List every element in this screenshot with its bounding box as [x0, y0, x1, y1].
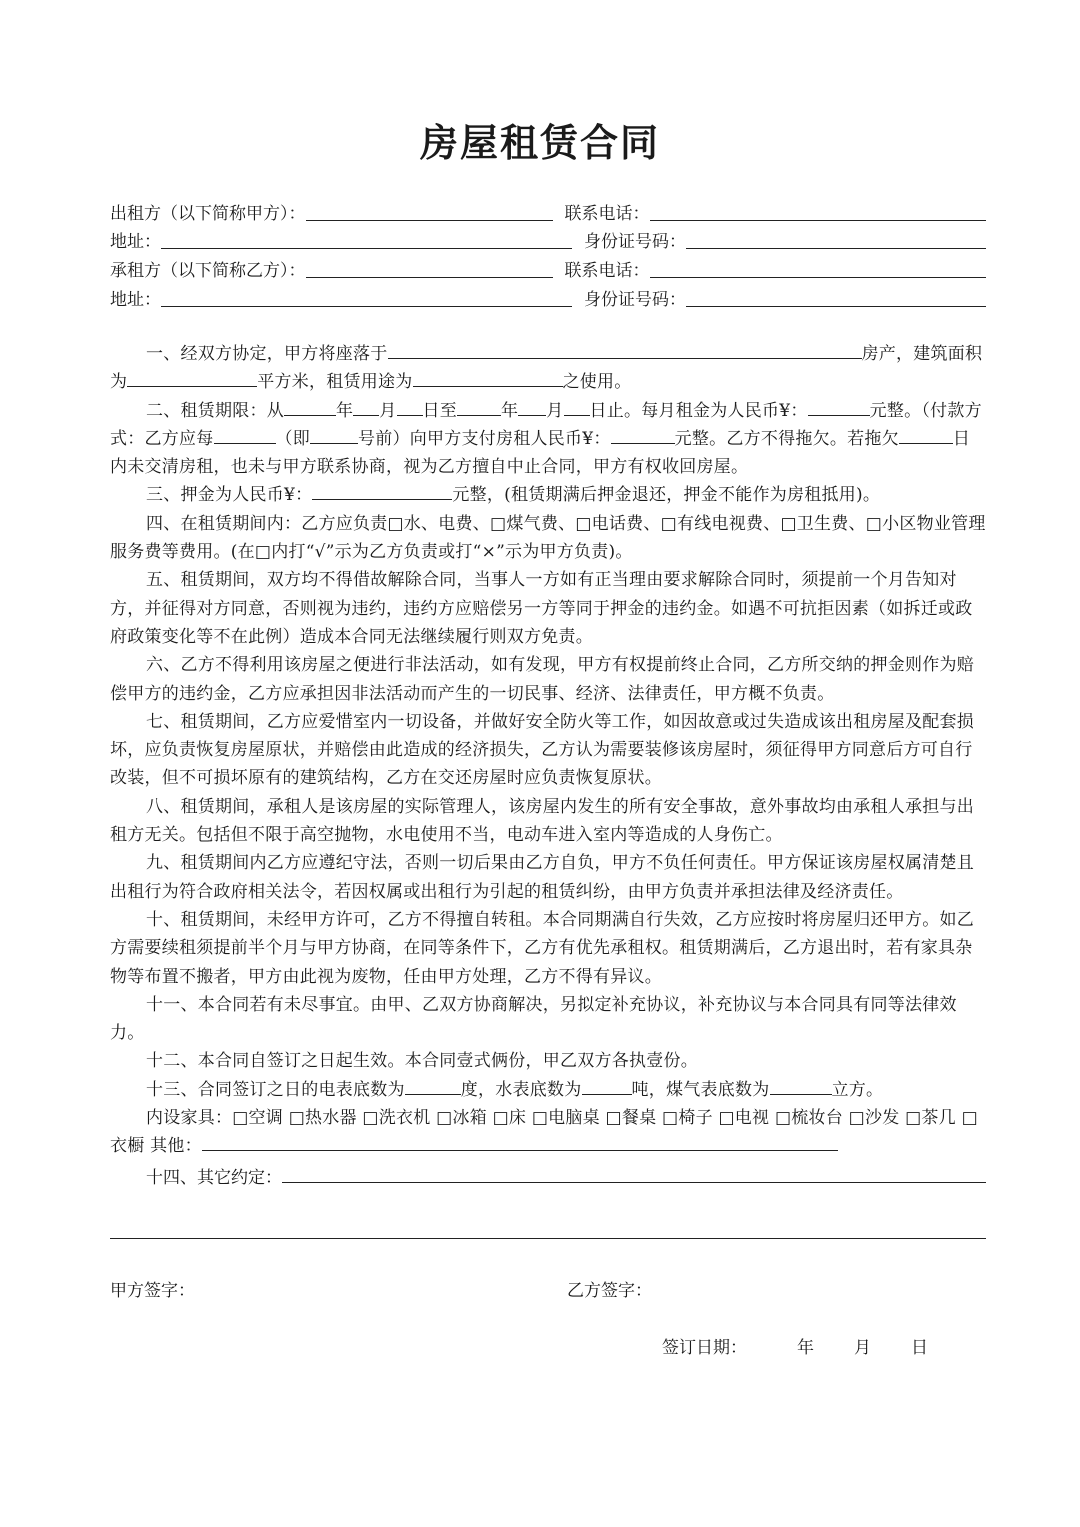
- clause-13: 十三、合同签订之日的电表底数为 度，水表底数为 吨，煤气表底数为 立方。: [110, 1076, 986, 1104]
- clause-7: 七、租赁期间，乙方应爱惜室内一切设备，并做好安全防火等工作，如因故意或过失造成该出租房屋及配套损坏，应负责恢复房屋原状，并赔偿由此造成的经济损失，乙方认为需要装修该房屋时，须征得甲方同意后方可自行改装，但不可损坏原有的建筑结构，乙方在交还房屋时应负责恢复原状。: [110, 711, 974, 789]
- contract-body: [110, 340, 986, 1189]
- start-year-field[interactable]: [284, 398, 336, 416]
- other-agreement-field[interactable]: [282, 1181, 986, 1183]
- date-year-label: 年: [797, 1338, 814, 1358]
- lessor-phone-field[interactable]: [650, 219, 987, 221]
- other-furniture-field[interactable]: [202, 1133, 838, 1151]
- lessee-phone-label: 联系电话：: [564, 261, 650, 281]
- clause-9: 九、租赁期间内乙方应遵纪守法，否则一切后果由乙方自负，甲方不负任何责任。甲方保证该房屋权属清楚且出租行为符合政府相关法令，若因权属或出租行为引起的租赁纠纷，由甲方负责并承担法律及经济责任。: [110, 853, 974, 902]
- lessee-address-line: [110, 283, 986, 311]
- clause-14: 十四、其它约定：: [110, 1161, 986, 1189]
- electric-meter-field[interactable]: [405, 1077, 461, 1095]
- start-day-field[interactable]: [397, 398, 423, 416]
- clause-12: 十二、本合同自签订之日起生效。本合同壹式俩份，甲乙双方各执壹份。: [146, 1051, 698, 1072]
- lessee-address-field[interactable]: [161, 305, 572, 307]
- lessor-address-label: 地址：: [110, 232, 161, 252]
- monthly-rent-field[interactable]: [808, 398, 870, 416]
- clause-10: 十、租赁期间，未经甲方许可，乙方不得擅自转租。本合同期满自行失效，乙方应按时将房屋归还甲方。如乙方需要续租须提前半个月与甲方协商，在同等条件下，乙方有优先承租权。租赁期满后，乙方退出时，若有家具杂物等布置不搬者，甲方由此视为废物，任由甲方处理，乙方不得有异议。: [110, 909, 974, 987]
- payment-amount-field[interactable]: [611, 426, 675, 444]
- gas-meter-field[interactable]: [770, 1077, 832, 1095]
- payment-day-field[interactable]: [310, 426, 358, 444]
- start-month-field[interactable]: [353, 398, 379, 416]
- usage-field[interactable]: [413, 369, 563, 387]
- payment-period-field[interactable]: [214, 426, 276, 444]
- clause-8: 八、租赁期间，承租人是该房屋的实际管理人，该房屋内发生的所有安全事故，意外事故均由承租人承担与出租方无关。包括但不限于高空抛物，水电使用不当，电动车进入室内等造成的人身伤亡。: [110, 796, 974, 846]
- date-month-label: 月: [854, 1338, 871, 1358]
- signing-date: [662, 1333, 928, 1358]
- end-month-field[interactable]: [518, 398, 546, 416]
- lessor-address-field[interactable]: [161, 247, 572, 249]
- lessor-label: 出租方（以下简称甲方）：: [110, 204, 306, 224]
- furniture-list: 内设家具：□空调 □热水器 □洗衣机 □冰箱 □床 □电脑桌 □餐桌 □椅子 □电视 □梳妆台 □沙发 □茶几 □衣橱 其他：: [110, 1108, 978, 1157]
- overdue-days-field[interactable]: [899, 426, 953, 444]
- party-b-signature-label: 乙方签字：: [567, 1281, 652, 1301]
- other-agreement-line[interactable]: [110, 1238, 986, 1239]
- water-meter-field[interactable]: [582, 1077, 632, 1095]
- lessee-line: [110, 254, 986, 282]
- lessor-address-line: [110, 225, 986, 253]
- lessor-id-label: 身份证号码：: [584, 232, 686, 252]
- lessee-id-label: 身份证号码：: [584, 290, 686, 310]
- end-year-field[interactable]: [457, 398, 501, 416]
- clause-5: 五、租赁期间，双方均不得借故解除合同，当事人一方如有正当理由要求解除合同时，须提前一个月告知对方，并征得对方同意，否则视为违约，违约方应赔偿另一方等同于押金的违约金。如遇不可抗拒因素（如拆迁或政府政策变化等不在此例）造成本合同无法继续履行则双方免责。: [110, 570, 973, 647]
- clause-3: 三、押金为人民币¥： 元整，(租赁期满后押金退还，押金不能作为房租抵用)。: [110, 481, 986, 509]
- end-day-field[interactable]: [564, 398, 590, 416]
- clause-4: 四、在租赁期间内：乙方应负责□水、电费、□煤气费、□电话费、□有线电视费、□卫生费、□小区物业管理服务费等费用。(在□内打“√”示为乙方负责或打“×”示为甲方负责)。: [110, 513, 986, 563]
- party-a-signature-label: 甲方签字：: [110, 1281, 195, 1301]
- deposit-field[interactable]: [312, 482, 452, 500]
- date-label: 签订日期：: [662, 1338, 747, 1358]
- lessee-id-field[interactable]: [686, 305, 986, 307]
- clause-2: 二、租赁期限：从 年 月 日至 年 月 日止。每月租金为人民币¥： 元整。（付款方式：乙方应每 （即 号前）向甲方支付房租人民币¥： 元整。乙方不得拖欠。若拖欠 日内未交清房租，也未与甲方联系协商，视为乙方擅自中止合同，甲方有权收回房屋。: [110, 397, 986, 482]
- area-field[interactable]: [127, 369, 257, 387]
- property-location-field[interactable]: [388, 341, 862, 359]
- lessee-address-label: 地址：: [110, 290, 161, 310]
- lessor-line: [110, 197, 986, 225]
- lessee-name-field[interactable]: [306, 276, 553, 278]
- lessor-id-field[interactable]: [686, 247, 986, 249]
- lessor-phone-label: 联系电话：: [564, 204, 650, 224]
- date-day-label: 日: [911, 1338, 928, 1358]
- lessor-name-field[interactable]: [306, 219, 553, 221]
- clause-6: 六、乙方不得利用该房屋之便进行非法活动，如有发现，甲方有权提前终止合同，乙方所交纳的押金则作为赔偿甲方的违约金，乙方应承担因非法活动而产生的一切民事、经济、法律责任，甲方概不负责。: [110, 655, 974, 704]
- lessee-phone-field[interactable]: [650, 276, 987, 278]
- clause-1: 一、经双方协定，甲方将座落于 房产，建筑面积为 平方米，租赁用途为 之使用。: [110, 340, 986, 397]
- clause-11: 十一、本合同若有未尽事宜。由甲、乙双方协商解决，另拟定补充协议，补充协议与本合同具有同等法律效力。: [110, 994, 957, 1044]
- document-title: 房屋租赁合同: [419, 121, 660, 165]
- lessee-label: 承租方（以下简称乙方）：: [110, 261, 306, 281]
